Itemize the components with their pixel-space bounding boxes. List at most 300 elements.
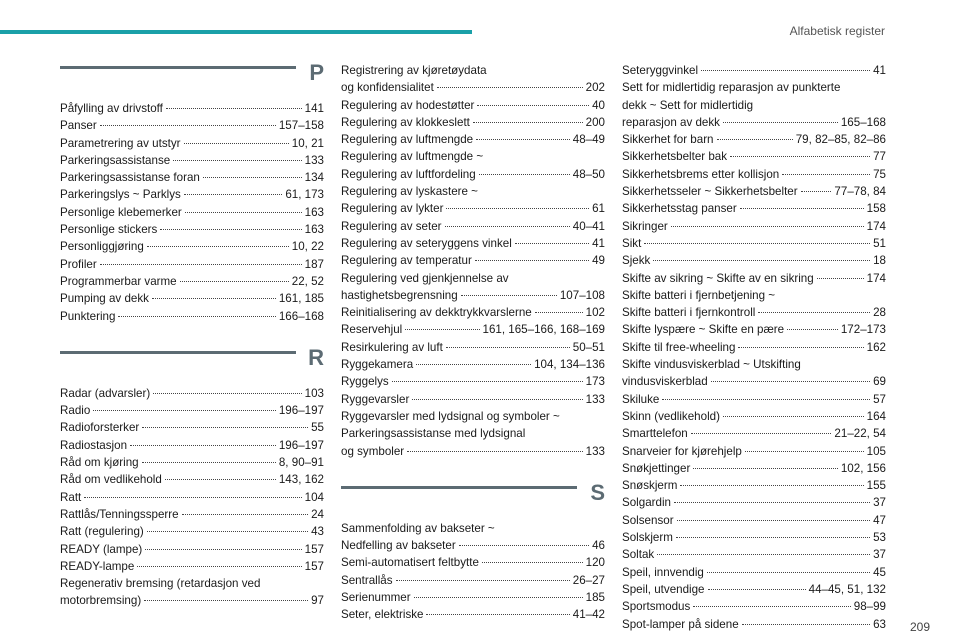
dot-leader [653, 260, 870, 261]
dot-leader [476, 139, 570, 140]
index-entry-line: Sammenfolding av bakseter ~ [341, 521, 495, 535]
dot-leader [446, 347, 570, 348]
index-term: READY-lampe [60, 559, 135, 573]
dot-leader [426, 614, 569, 615]
index-entry-row [622, 581, 886, 598]
page-reference: 53 [873, 531, 886, 545]
index-entry-row [341, 79, 605, 96]
dot-leader [758, 312, 870, 313]
index-entry-row [341, 391, 605, 408]
dot-leader [782, 174, 870, 175]
index-entry-row [341, 589, 605, 606]
index-term: Regulering av klokkeslett [341, 115, 470, 129]
index-entry-row [341, 606, 605, 623]
page-reference: 77–78, 84 [834, 185, 886, 199]
dot-leader [644, 243, 870, 244]
index-entry [622, 252, 886, 269]
index-term: Snarveier for kjørehjelp [622, 444, 742, 458]
index-entry [622, 235, 886, 252]
dot-leader [479, 174, 570, 175]
index-entry-row [60, 256, 324, 273]
index-term: Regulering av seteryggens vinkel [341, 236, 512, 250]
index-term: Skifte til free-wheeling [622, 340, 736, 354]
index-term: Programmerbar varme [60, 274, 177, 288]
page-reference: 133 [585, 444, 605, 458]
page-reference: 50–51 [572, 340, 605, 354]
page-reference: 75 [873, 167, 886, 181]
index-entry-row [60, 419, 324, 436]
index-term: og konfidensialitet [341, 81, 434, 95]
index-entry [341, 391, 605, 408]
dot-leader [473, 122, 583, 123]
index-term: Regulering av temperatur [341, 254, 472, 268]
index-entry [60, 169, 324, 186]
page-reference: 104, 134–136 [534, 358, 605, 372]
index-entry-row [60, 558, 324, 575]
index-entry-row [341, 321, 605, 338]
dot-leader [147, 531, 308, 532]
index-entry-row [622, 564, 886, 581]
index-entry-row [60, 186, 324, 203]
index-entry [622, 183, 886, 200]
dot-leader [184, 194, 283, 195]
index-entry-row [622, 62, 886, 79]
dot-leader [787, 329, 838, 330]
index-entry [60, 290, 324, 307]
index-entry [341, 131, 605, 148]
page-reference: 158 [866, 202, 886, 216]
index-entry-row [622, 252, 886, 269]
index-entry [341, 148, 605, 183]
dot-leader [677, 520, 871, 521]
page-reference: 103 [304, 386, 324, 400]
dot-leader [160, 229, 301, 230]
dot-leader [446, 208, 589, 209]
index-entry-row [341, 356, 605, 373]
index-entry-row [622, 460, 886, 477]
index-entry [622, 200, 886, 217]
index-term: Sikkerhetsbelter bak [622, 150, 728, 164]
page-reference: 157 [304, 542, 324, 556]
index-column-2 [341, 62, 605, 624]
index-entry [622, 616, 886, 633]
page-reference: 26–27 [572, 573, 605, 587]
index-entry-row [622, 339, 886, 356]
index-column-3 [622, 62, 886, 633]
page-reference: 10, 21 [291, 136, 324, 150]
index-entry-line: Sett for midlertidig reparasjon av punkterte [622, 81, 841, 95]
index-entry [60, 385, 324, 402]
dot-leader [693, 468, 838, 469]
page-reference: 51 [873, 236, 886, 250]
index-entry-row [622, 270, 886, 287]
index-entry [622, 131, 886, 148]
index-term: Spot-lamper på sidene [622, 617, 739, 631]
index-term: Serienummer [341, 591, 411, 605]
index-entry [622, 339, 886, 356]
page-reference: 165–168 [840, 115, 886, 129]
index-term: READY (lampe) [60, 542, 143, 556]
index-entry-row [60, 471, 324, 488]
index-entry-row [60, 290, 324, 307]
index-term: Parkeringsassistanse foran [60, 171, 200, 185]
index-entry-row [60, 506, 324, 523]
dot-leader [701, 70, 870, 71]
index-term: Regulering av lykter [341, 202, 444, 216]
index-entry [341, 304, 605, 321]
dot-leader [184, 143, 289, 144]
index-term: Radiostasjon [60, 438, 128, 452]
dot-leader [166, 108, 302, 109]
index-entry [622, 477, 886, 494]
page-number: 209 [909, 620, 930, 634]
page-reference: 102, 156 [840, 461, 886, 475]
index-entry-row [622, 391, 886, 408]
index-entry-row [622, 616, 886, 633]
dot-leader [405, 329, 479, 330]
page-reference: 185 [585, 591, 605, 605]
index-entry [60, 152, 324, 169]
index-entry [60, 541, 324, 558]
index-entry [622, 356, 886, 391]
dot-leader [671, 226, 864, 227]
index-entry-row [341, 166, 605, 183]
dot-leader [118, 316, 275, 317]
index-entry-row [622, 408, 886, 425]
dot-leader [152, 298, 276, 299]
index-term: Råd om kjøring [60, 456, 139, 470]
index-term: Ryggekamera [341, 358, 414, 372]
page-reference: 49 [592, 254, 605, 268]
dot-leader [711, 381, 870, 382]
index-entry-row [341, 252, 605, 269]
page-reference: 196–197 [278, 438, 324, 452]
page-reference: 141 [304, 102, 324, 115]
page-reference: 143, 162 [278, 473, 324, 487]
index-entry [60, 204, 324, 221]
index-term: Nedfelling av bakseter [341, 539, 456, 553]
index-entry-row [60, 454, 324, 471]
header-accent-bar [0, 30, 472, 34]
page-reference: 98–99 [853, 600, 886, 614]
section-header [60, 62, 324, 96]
dot-leader [153, 393, 301, 394]
dot-leader [475, 260, 589, 261]
index-entry [341, 408, 605, 460]
index-entry-row [622, 546, 886, 563]
dot-leader [100, 125, 276, 126]
index-entry-row [622, 425, 886, 442]
page-reference: 172–173 [840, 323, 886, 337]
index-entry [341, 235, 605, 252]
index-term: Ratt (regulering) [60, 525, 144, 539]
index-entry-row [60, 204, 324, 221]
index-entry [341, 114, 605, 131]
index-entry-row [622, 183, 886, 200]
index-term: Regulering av seter [341, 219, 442, 233]
page-reference: 164 [866, 409, 886, 423]
dot-leader [414, 597, 583, 598]
section-gap [60, 325, 324, 347]
index-entry-row [622, 477, 886, 494]
index-entry [622, 270, 886, 287]
index-term: Personliggjøring [60, 240, 144, 254]
page-reference: 77 [873, 150, 886, 164]
page-reference: 61 [592, 202, 605, 216]
page-reference: 196–197 [278, 404, 324, 418]
index-term: Punktering [60, 309, 116, 323]
dot-leader [482, 562, 583, 563]
index-entry-line: Registrering av kjøretøydata [341, 64, 487, 77]
page-reference: 45 [873, 565, 886, 579]
page-reference: 18 [873, 254, 886, 268]
dot-leader [515, 243, 589, 244]
dot-leader [459, 545, 589, 546]
dot-leader [93, 410, 276, 411]
index-entry [60, 308, 324, 325]
index-entry-row [60, 135, 324, 152]
index-term: Semi-automatisert feltbytte [341, 556, 479, 570]
index-term: Sikt [622, 236, 642, 250]
dot-leader [723, 416, 864, 417]
dot-leader [412, 399, 582, 400]
index-term: Reinitialisering av dekktrykkvarslerne [341, 306, 532, 320]
section-header [60, 344, 324, 381]
index-entry-row [60, 221, 324, 238]
section-divider [341, 486, 577, 489]
dot-leader [203, 177, 302, 178]
index-term: Sikkerhetsbrems etter kollisjon [622, 167, 780, 181]
index-term: Radio [60, 404, 91, 418]
index-entry [60, 402, 324, 419]
page-reference: 173 [585, 375, 605, 389]
index-term: Ryggevarsler [341, 392, 410, 406]
index-entry [622, 581, 886, 598]
page-reference: 107–108 [559, 288, 605, 302]
dot-leader [674, 502, 870, 503]
index-entry-line: Ryggevarsler med lydsignal og symboler ~ [341, 409, 560, 423]
index-term: Personlige stickers [60, 223, 158, 237]
index-entry-row [341, 537, 605, 554]
dot-leader [144, 600, 308, 601]
index-entry [341, 606, 605, 623]
index-entry [341, 356, 605, 373]
page-reference: 105 [866, 444, 886, 458]
index-entry-row [622, 494, 886, 511]
index-entry [60, 273, 324, 290]
dot-leader [662, 399, 870, 400]
page-reference: 97 [311, 594, 324, 608]
section-header [341, 479, 605, 516]
index-entry-row [622, 304, 886, 321]
page-reference: 63 [873, 617, 886, 631]
dot-leader [461, 295, 557, 296]
dot-leader [142, 427, 308, 428]
section-divider [60, 66, 296, 69]
page-reference: 48–50 [572, 167, 605, 181]
index-entry-row [622, 166, 886, 183]
index-entry-row [341, 339, 605, 356]
index-entry [622, 443, 886, 460]
index-entry [60, 575, 324, 610]
index-term: Råd om vedlikehold [60, 473, 162, 487]
dot-leader [142, 462, 276, 463]
index-entry-row [622, 373, 886, 390]
index-term: Sjekk [622, 254, 651, 268]
page-reference: 69 [873, 375, 886, 389]
index-term: Påfylling av drivstoff [60, 102, 163, 115]
index-term: vindusviskerblad [622, 375, 708, 389]
index-entry [622, 564, 886, 581]
dot-leader [407, 451, 583, 452]
dot-leader [416, 364, 531, 365]
index-entry-row [60, 238, 324, 255]
index-term: Regulering av luftmengde [341, 133, 474, 147]
index-term: Sikkerhet for barn [622, 133, 714, 147]
index-entry [341, 252, 605, 269]
index-term: reparasjon av dekk [622, 115, 720, 129]
index-term: Solgardin [622, 496, 671, 510]
page-reference: 41–42 [572, 608, 605, 622]
dot-leader [535, 312, 583, 313]
index-entry [60, 117, 324, 134]
index-term: hastighetsbegrensning [341, 288, 458, 302]
dot-leader [742, 624, 870, 625]
index-entry [60, 135, 324, 152]
dot-leader [680, 485, 863, 486]
index-term: Seter, elektriske [341, 608, 424, 622]
dot-leader [676, 537, 870, 538]
page-reference: 202 [585, 81, 605, 95]
index-entry-row [341, 443, 605, 460]
index-entry [341, 554, 605, 571]
dot-leader [740, 208, 864, 209]
page-reference: 41 [873, 64, 886, 77]
dot-leader [185, 212, 302, 213]
index-entry [60, 238, 324, 255]
index-entry-line: Regulering av lyskastere ~ [341, 185, 478, 199]
index-term: Radioforsterker [60, 421, 140, 435]
index-entry-row [622, 114, 886, 131]
index-entry [622, 166, 886, 183]
index-term: Profiler [60, 257, 97, 271]
index-entry [60, 558, 324, 575]
index-entry-row [60, 437, 324, 454]
page-reference: 163 [304, 223, 324, 237]
dot-leader [707, 572, 870, 573]
index-term: Solsensor [622, 513, 674, 527]
index-entry-row [60, 308, 324, 325]
index-entry [622, 321, 886, 338]
index-entry-row [622, 131, 886, 148]
index-entry-row [622, 598, 886, 615]
dot-leader [445, 226, 570, 227]
dot-leader [657, 554, 870, 555]
page-reference: 21–22, 54 [834, 427, 886, 441]
index-entry [622, 218, 886, 235]
index-entry-row [622, 218, 886, 235]
page-reference: 120 [585, 556, 605, 570]
index-entry [341, 270, 605, 305]
index-entry-line: Skifte vindusviskerblad ~ Utskifting [622, 358, 801, 372]
index-entry [341, 589, 605, 606]
dot-leader [165, 479, 276, 480]
index-term: Smarttelefon [622, 427, 688, 441]
index-entry-row [60, 169, 324, 186]
page-reference: 24 [311, 507, 324, 521]
index-entry-line: Regulering ved gjenkjennelse av [341, 271, 509, 285]
dot-leader [145, 549, 301, 550]
index-entry [622, 512, 886, 529]
index-term: Soltak [622, 548, 655, 562]
index-term: motorbremsing) [60, 594, 142, 608]
page-reference: 134 [304, 171, 324, 185]
dot-leader [730, 156, 870, 157]
index-term: Seteryggvinkel [622, 64, 699, 77]
index-entry [622, 529, 886, 546]
page-reference: 157 [304, 559, 324, 573]
index-entry [341, 339, 605, 356]
index-entry [341, 218, 605, 235]
dot-leader [392, 381, 583, 382]
index-term: Solskjerm [622, 531, 673, 545]
page-reference: 174 [866, 219, 886, 233]
index-term: Speil, innvendig [622, 565, 704, 579]
section-letter: R [308, 344, 324, 370]
dot-leader [173, 160, 301, 161]
index-term: Parkeringsassistanse [60, 153, 171, 167]
index-entry-row [341, 235, 605, 252]
index-entry [622, 148, 886, 165]
index-entry-row [622, 512, 886, 529]
index-term: Skifte lyspære ~ Skifte en pære [622, 323, 785, 337]
page-reference: 43 [311, 525, 324, 539]
index-entry-row [341, 131, 605, 148]
index-entry-row [341, 200, 605, 217]
page-reference: 40 [592, 98, 605, 112]
index-term: Ryggelys [341, 375, 389, 389]
index-term: Ratt [60, 490, 82, 504]
page-reference: 55 [311, 421, 324, 435]
index-entry [60, 506, 324, 523]
section-gap [341, 460, 605, 482]
index-term: Skifte av sikring ~ Skifte av en sikring [622, 271, 814, 285]
index-term: Panser [60, 119, 97, 133]
index-entry [60, 256, 324, 273]
index-term: Sportsmodus [622, 600, 691, 614]
index-entry-row [622, 529, 886, 546]
index-entry-row [60, 117, 324, 134]
index-entry [60, 419, 324, 436]
index-term: Regulering av hodestøtter [341, 98, 475, 112]
dot-leader [801, 191, 832, 192]
index-entry [60, 523, 324, 540]
index-term: Personlige klebemerker [60, 205, 182, 219]
index-term: Skinn (vedlikehold) [622, 409, 720, 423]
index-entry-row [622, 148, 886, 165]
index-entry-row [341, 114, 605, 131]
dot-leader [723, 122, 838, 123]
page-reference: 37 [873, 548, 886, 562]
index-entry [622, 79, 886, 131]
index-entry-row [341, 572, 605, 589]
dot-leader [137, 566, 301, 567]
index-entry [341, 97, 605, 114]
page-reference: 10, 22 [291, 240, 324, 254]
index-entry [60, 186, 324, 203]
index-entry-row [622, 321, 886, 338]
index-entry-row [60, 541, 324, 558]
